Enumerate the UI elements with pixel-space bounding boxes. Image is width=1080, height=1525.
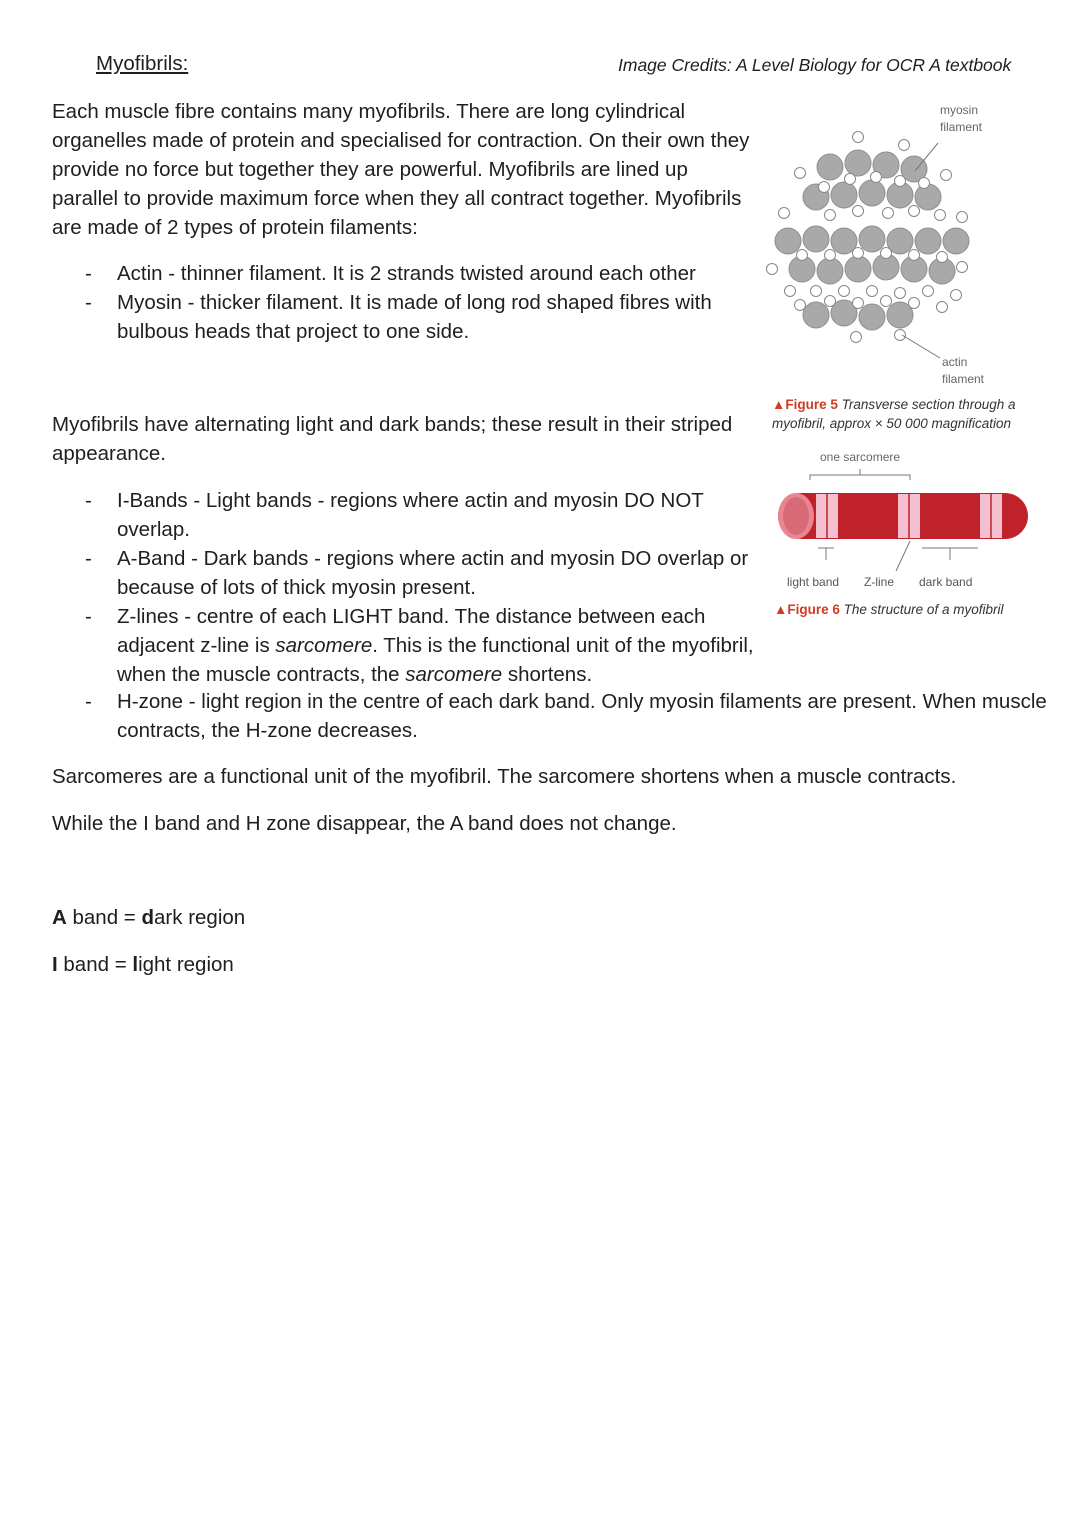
filament-list [52, 259, 772, 346]
def-a-bold-1: A [52, 906, 67, 929]
dark-band-label: dark band [919, 575, 973, 589]
def-i-text-1: band = [57, 953, 133, 976]
z-lines-term-2: sarcomere [405, 663, 503, 686]
myosin-filament-15 [943, 228, 969, 254]
list-item-a-band: - A-Band - Dark bands - regions where actin and myosin DO overlap or because of lots of thick myosin present. [52, 544, 772, 602]
myosin-filament-6 [859, 180, 885, 206]
actin-filament-33 [853, 298, 864, 309]
actin-filament-36 [937, 302, 948, 313]
actin-filament-16 [797, 250, 808, 261]
actin-filament-38 [895, 330, 906, 341]
actin-label-2: filament [942, 372, 985, 386]
myosin-filament-1 [845, 150, 871, 176]
myosin-filament-14 [915, 228, 941, 254]
list-item-i-band: - I-Bands - Light bands - regions where actin and myosin DO NOT overlap. [52, 486, 772, 544]
figure-6-myofibril-structure [770, 445, 1040, 595]
definition-a-band [52, 903, 245, 932]
actin-filament-17 [825, 250, 836, 261]
actin-filament-15 [957, 212, 968, 223]
actin-filament-26 [839, 286, 850, 297]
z-lines-text-3: shortens. [502, 663, 593, 686]
myosin-filament-18 [845, 256, 871, 282]
list-item-myosin: - Myosin - thicker filament. It is made of long rod shaped fibres with bulbous heads that project to one side. [52, 288, 772, 346]
actin-filament-7 [919, 178, 930, 189]
def-a-bold-2: d [141, 906, 155, 929]
z-lines-term-1: sarcomere [275, 634, 373, 657]
actin-filament-3 [819, 182, 830, 193]
actin-filament-14 [935, 210, 946, 221]
list-item-h-zone: - H-zone - light region in the centre of each dark band. Only myosin filaments are present. When muscle contracts, the H-zone decreases. [52, 687, 1052, 745]
band-list [52, 486, 772, 689]
actin-filament-22 [957, 262, 968, 273]
myosin-filament-10 [803, 226, 829, 252]
light-band-label: light band [787, 575, 840, 589]
myosin-label-2: filament [940, 120, 983, 134]
actin-filament-11 [853, 206, 864, 217]
figure-5-caption-text-1: Transverse section through a [841, 397, 1016, 412]
actin-filament-35 [909, 298, 920, 309]
def-i-bold-2: l [132, 953, 139, 976]
figure-5-caption [772, 395, 1072, 433]
actin-filament-37 [851, 332, 862, 343]
z-lines-text-1: Z-lines - centre of each LIGHT band. The distance between each adjacent z-line is [117, 605, 706, 657]
myosin-filament-0 [817, 154, 843, 180]
z-line-pointer [896, 541, 910, 571]
image-credits: Image Credits: A Level Biology for OCR A textbook [618, 55, 1012, 75]
myosin-filament-5 [831, 182, 857, 208]
actin-filament-27 [867, 286, 878, 297]
actin-filament-21 [937, 252, 948, 263]
myosin-filament-22 [803, 302, 829, 328]
actin-filament-9 [779, 208, 790, 219]
def-i-bold-1: I [52, 953, 58, 976]
actin-filament-5 [871, 172, 882, 183]
actin-filament-29 [923, 286, 934, 297]
actin-filament-20 [909, 250, 920, 261]
def-a-text-1: band = [66, 906, 142, 929]
list-item-actin: - Actin - thinner filament. It is 2 strands twisted around each other [52, 259, 772, 288]
actin-filament-1 [899, 140, 910, 151]
actin-filament-0 [853, 132, 864, 143]
z-line-label: Z-line [864, 575, 895, 589]
figure-6-caption-text: The structure of a myofibril [843, 602, 1004, 617]
actin-filament-34 [881, 296, 892, 307]
actin-filament-18 [853, 248, 864, 259]
actin-filament-25 [811, 286, 822, 297]
page-heading: Myofibrils: [96, 52, 189, 75]
sarcomere-bracket [810, 475, 910, 480]
actin-pointer-line [902, 335, 940, 358]
intro-paragraph: Each muscle fibre contains many myofibrils. There are long cylindrical organelles made of protein and specialised for contraction. On their own they provide no force but together they are powerful. Myofibrils are lined up parallel to provide maximum force when they all contract together. Myofibrils are made of 2 types of protein filaments: [52, 100, 750, 239]
bands-intro-paragraph: Myofibrils have alternating light and dark bands; these result in their striped appearance. [52, 413, 733, 465]
caption-triangle-icon-2: ▲ [774, 602, 788, 617]
figure-5-caption-number: Figure 5 [785, 397, 838, 412]
actin-filament-23 [767, 264, 778, 275]
z-lines-text-2: . This is the functional unit of the myofibril, when the muscle contracts, the [117, 634, 754, 686]
actin-label-1: actin [942, 355, 968, 369]
actin-filament-4 [845, 174, 856, 185]
sarcomere-paragraph: Sarcomeres are a functional unit of the myofibril. The sarcomere shortens when a muscle contracts. [52, 765, 957, 788]
myosin-filament-9 [775, 228, 801, 254]
list-item-z-lines [52, 602, 772, 689]
def-i-text-2: ight region [138, 953, 234, 976]
actin-filament-30 [951, 290, 962, 301]
figure-6-caption-number: Figure 6 [787, 602, 840, 617]
actin-filament-28 [895, 288, 906, 299]
figure-5-caption-text-2: myofibril, approx × 50 000 magnification [772, 416, 1012, 431]
figure-6-caption [774, 600, 1074, 619]
figure-5-transverse-section [760, 95, 1060, 395]
actin-filament-13 [909, 206, 920, 217]
myosin-filament-24 [859, 304, 885, 330]
myosin-filament-12 [859, 226, 885, 252]
myosin-label-1: myosin [940, 103, 979, 117]
definition-i-band [52, 950, 234, 979]
actin-filament-12 [883, 208, 894, 219]
actin-filament-10 [825, 210, 836, 221]
band-change-paragraph: While the I band and H zone disappear, the A band does not change. [52, 812, 677, 835]
h-zone-list [52, 687, 1052, 745]
actin-filament-31 [795, 300, 806, 311]
def-a-text-2: ark region [154, 906, 246, 929]
actin-filament-32 [825, 296, 836, 307]
myosin-filament-8 [915, 184, 941, 210]
actin-filament-19 [881, 248, 892, 259]
sarcomere-label: one sarcomere [820, 450, 901, 464]
actin-filament-8 [941, 170, 952, 181]
myosin-filament-17 [817, 258, 843, 284]
actin-filament-2 [795, 168, 806, 179]
actin-filament-24 [785, 286, 796, 297]
myofibril-end-face-inner [783, 497, 809, 535]
caption-triangle-icon: ▲ [772, 397, 786, 412]
actin-filament-6 [895, 176, 906, 187]
